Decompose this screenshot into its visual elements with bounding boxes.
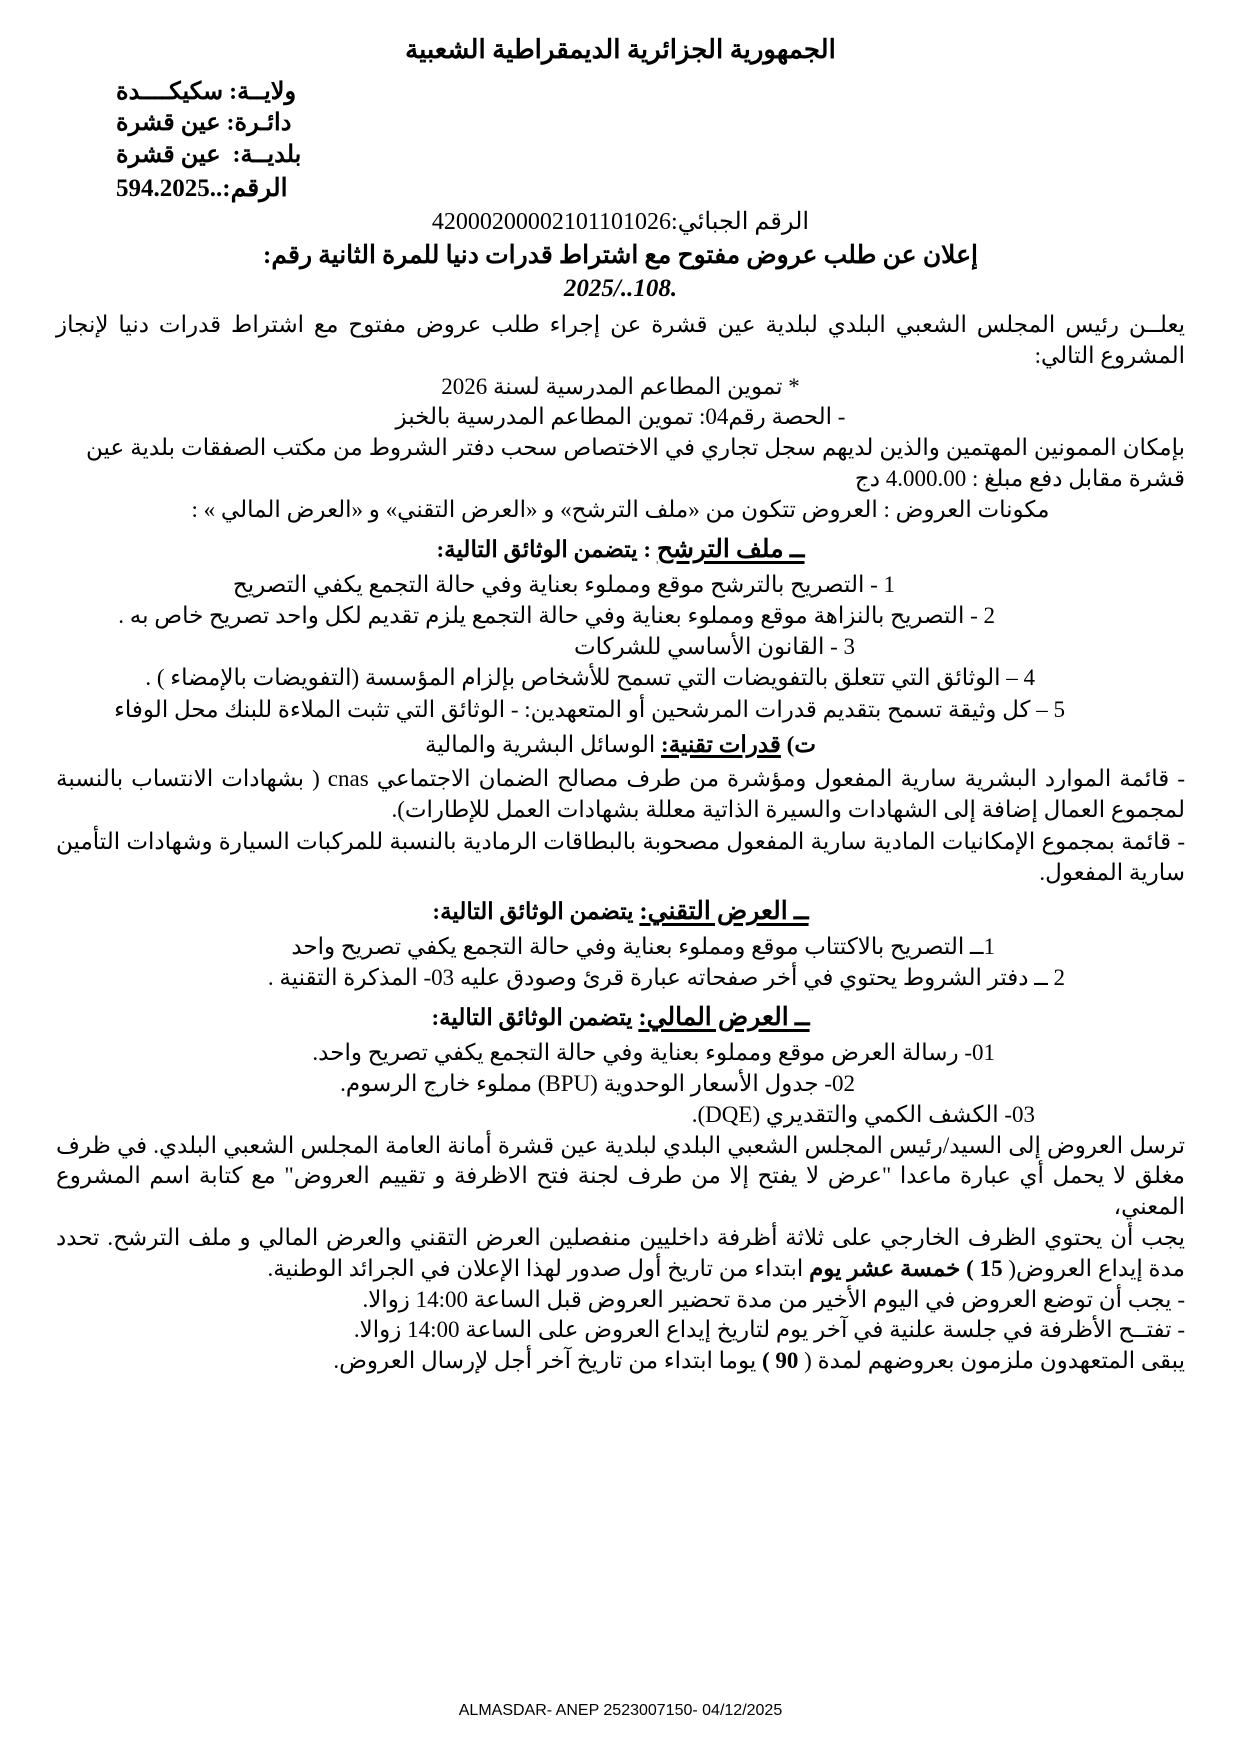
administration-block <box>56 77 1185 205</box>
deposit-deadline-line: - يجب أن توضع العروض في اليوم الأخير من مدة تحضير العروض قبل الساعة 14:00 زوالا. <box>362 1286 1185 1312</box>
candidacy-file-heading-rest: : يتضمن الوثائق التالية: <box>436 536 657 562</box>
intro-paragraph: يعلــن رئيس المجلس الشعبي البلدي لبلدية عين قشرة عن إجراء طلب عروض مفتوح مع اشتراط قدرات دنيا لإنجاز المشروع التالي: <box>56 311 1185 368</box>
baladia-line: بلديــة: عين قشرة <box>116 141 302 168</box>
submission-paragraph: ترسل العروض إلى السيد/رئيس المجلس الشعبي البلدي لبلدية عين قشرة أمانة العامة المجلس الشعبي البلدي. في ظرف مغلق لا يحمل أي عبارة ماعدا "عرض لا يفتح إلا من طرف لجنة فتح الاظرفة و تقييم العروض" مع كتابة اسم المشروع المعني، <box>56 1132 1185 1220</box>
announcement-title: إعلان عن طلب عروض مفتوح مع اشتراط قدرات دنيا للمرة الثانية رقم: <box>263 241 978 269</box>
document-footer: ALMASDAR- ANEP 2523007150- 04/12/2025 <box>458 1702 783 1719</box>
announcement-number: 2025/..108. <box>563 275 678 303</box>
offer-components-line: مكونات العروض : العروض تتكون من «ملف الترشح» و «العرض التقني» و «العرض المالي » : <box>191 496 1050 522</box>
envelope-text-c: ابتداء من تاريخ أول صدور لهذا الإعلان في الجرائد الوطنية. <box>267 1255 810 1281</box>
daira-line: دائـرة: عين قشرة <box>116 110 292 137</box>
envelope-text-a: يجب أن يحتوي الظرف الخارجي على ثلاثة أظرفة داخليين منفصلين العرض التقني والعرض المالي و ملف الترشح. تحدد مدة إيداع العروض( <box>56 1224 1185 1281</box>
list-item: 2 ــ دفتر الشروط يحتوي في أخر صفحاته عبارة قرئ وصودق عليه 03- المذكرة التقنية . <box>267 965 1065 991</box>
validity-line <box>56 1346 1185 1377</box>
list-item: 02- جدول الأسعار الوحدوية (BPU) مملوء خارج الرسوم. <box>340 1071 855 1097</box>
deadline-days-count: 15 ) <box>966 1255 1003 1281</box>
withdrawal-paragraph: بإمكان الممونين المهتمين والذين لديهم سجل تجاري في الاختصاص سحب دفتر الشروط من مكتب الصفقات بلدية عين قشرة مقابل دفع مبلغ : 4.000.00 دج <box>86 435 1185 492</box>
project-line: * تموين المطاعم المدرسية لسنة 2026 <box>441 373 800 399</box>
republic-heading: الجمهورية الجزائرية الديمقراطية الشعبية <box>405 35 836 64</box>
list-item: 3 - القانون الأساسي للشركات <box>573 634 855 660</box>
technical-offer-heading-underlined: ــ العرض التقني: <box>639 898 809 926</box>
capacities-heading-underlined: قدرات تقنية: <box>661 731 781 757</box>
capacity-item: - قائمة الموارد البشرية سارية المفعول ومؤشرة من طرف مصالح الضمان الاجتماعي cnas ( بشهادات الانتساب بالنسبة لمجموع العمال إضافة إلى الشهادات والسيرة الذاتية معللة بشهادات العمل للإطارات). <box>56 766 1185 823</box>
envelope-paragraph <box>56 1223 1185 1285</box>
candidacy-file-heading-underlined: ــ ملف الترشح <box>656 535 805 563</box>
list-item: 2 - التصريح بالنزاهة موقع ومملوء بعناية وفي حالة التجمع يلزم تقديم لكل واحد تصريح خاص به . <box>118 602 995 628</box>
technical-offer-heading <box>56 894 1185 929</box>
list-item: 03- الكشف الكمي والتقديري (DQE). <box>691 1102 1035 1128</box>
candidacy-file-heading <box>56 532 1185 567</box>
lot-line: - الحصة رقم04: تموين المطاعم المدرسية بالخبز <box>395 404 846 430</box>
financial-offer-heading <box>56 1000 1185 1035</box>
capacities-heading-prefix: ت) <box>780 731 816 757</box>
capacity-item: - قائمة بمجموع الإمكانيات المادية سارية المفعول مصحوبة بالبطاقات الرمادية بالنسبة للمركبات السيارة وشهادات التأمين سارية المفعول. <box>56 828 1185 885</box>
capacities-heading <box>56 729 1185 761</box>
financial-offer-heading-rest: يتضمن الوثائق التالية: <box>431 1004 639 1030</box>
technical-offer-heading-rest: يتضمن الوثائق التالية: <box>432 899 640 925</box>
reference-number-line: الرقم:..594.2025 <box>116 174 288 202</box>
list-item: 1ــ التصريح بالاكتتاب موقع ومملوء بعناية وفي حالة التجمع يكفي تصريح واحد <box>291 934 995 960</box>
opening-session-line: - تفتــح الأظرفة في جلسة علنية في آخر يوم لتاريخ إيداع العروض على الساعة 14:00 زوالا. <box>353 1317 1185 1343</box>
financial-offer-heading-underlined: ــ العرض المالي: <box>638 1003 810 1031</box>
list-item: 5 – كل وثيقة تسمح بتقديم قدرات المرشحين أو المتعهدين: - الوثائق التي تثبت الملاءة للبنك محل الوفاء <box>114 696 1065 722</box>
deadline-days-words: خمسة عشر يوم <box>809 1255 961 1281</box>
list-item: 4 – الوثائق التي تتعلق بالتفويضات التي تسمح للأشخاص بإلزام المؤسسة (التفويضات بالإمضاء ) . <box>145 665 1035 691</box>
capacities-heading-rest: الوسائل البشرية والمالية <box>425 731 662 757</box>
list-item: 1 - التصريح بالترشح موقع ومملوء بعناية وفي حالة التجمع يكفي التصريح <box>232 571 895 597</box>
list-item: 01- رسالة العرض موقع ومملوء بعناية وفي حالة التجمع يكفي تصريح واحد. <box>312 1039 995 1065</box>
validity-text-a: يبقى المتعهدون ملزمون بعروضهم لمدة ( <box>798 1348 1185 1374</box>
validity-days-count: 90 ) <box>761 1348 799 1374</box>
wilaya-line: ولايــة: سكيكــــدة <box>116 78 297 105</box>
validity-text-b: يوما ابتداء من تاريخ آخر أجل لإرسال العروض. <box>333 1348 762 1374</box>
fiscal-number-line: الرقم الجبائي:42000200002101101026 <box>431 208 810 235</box>
